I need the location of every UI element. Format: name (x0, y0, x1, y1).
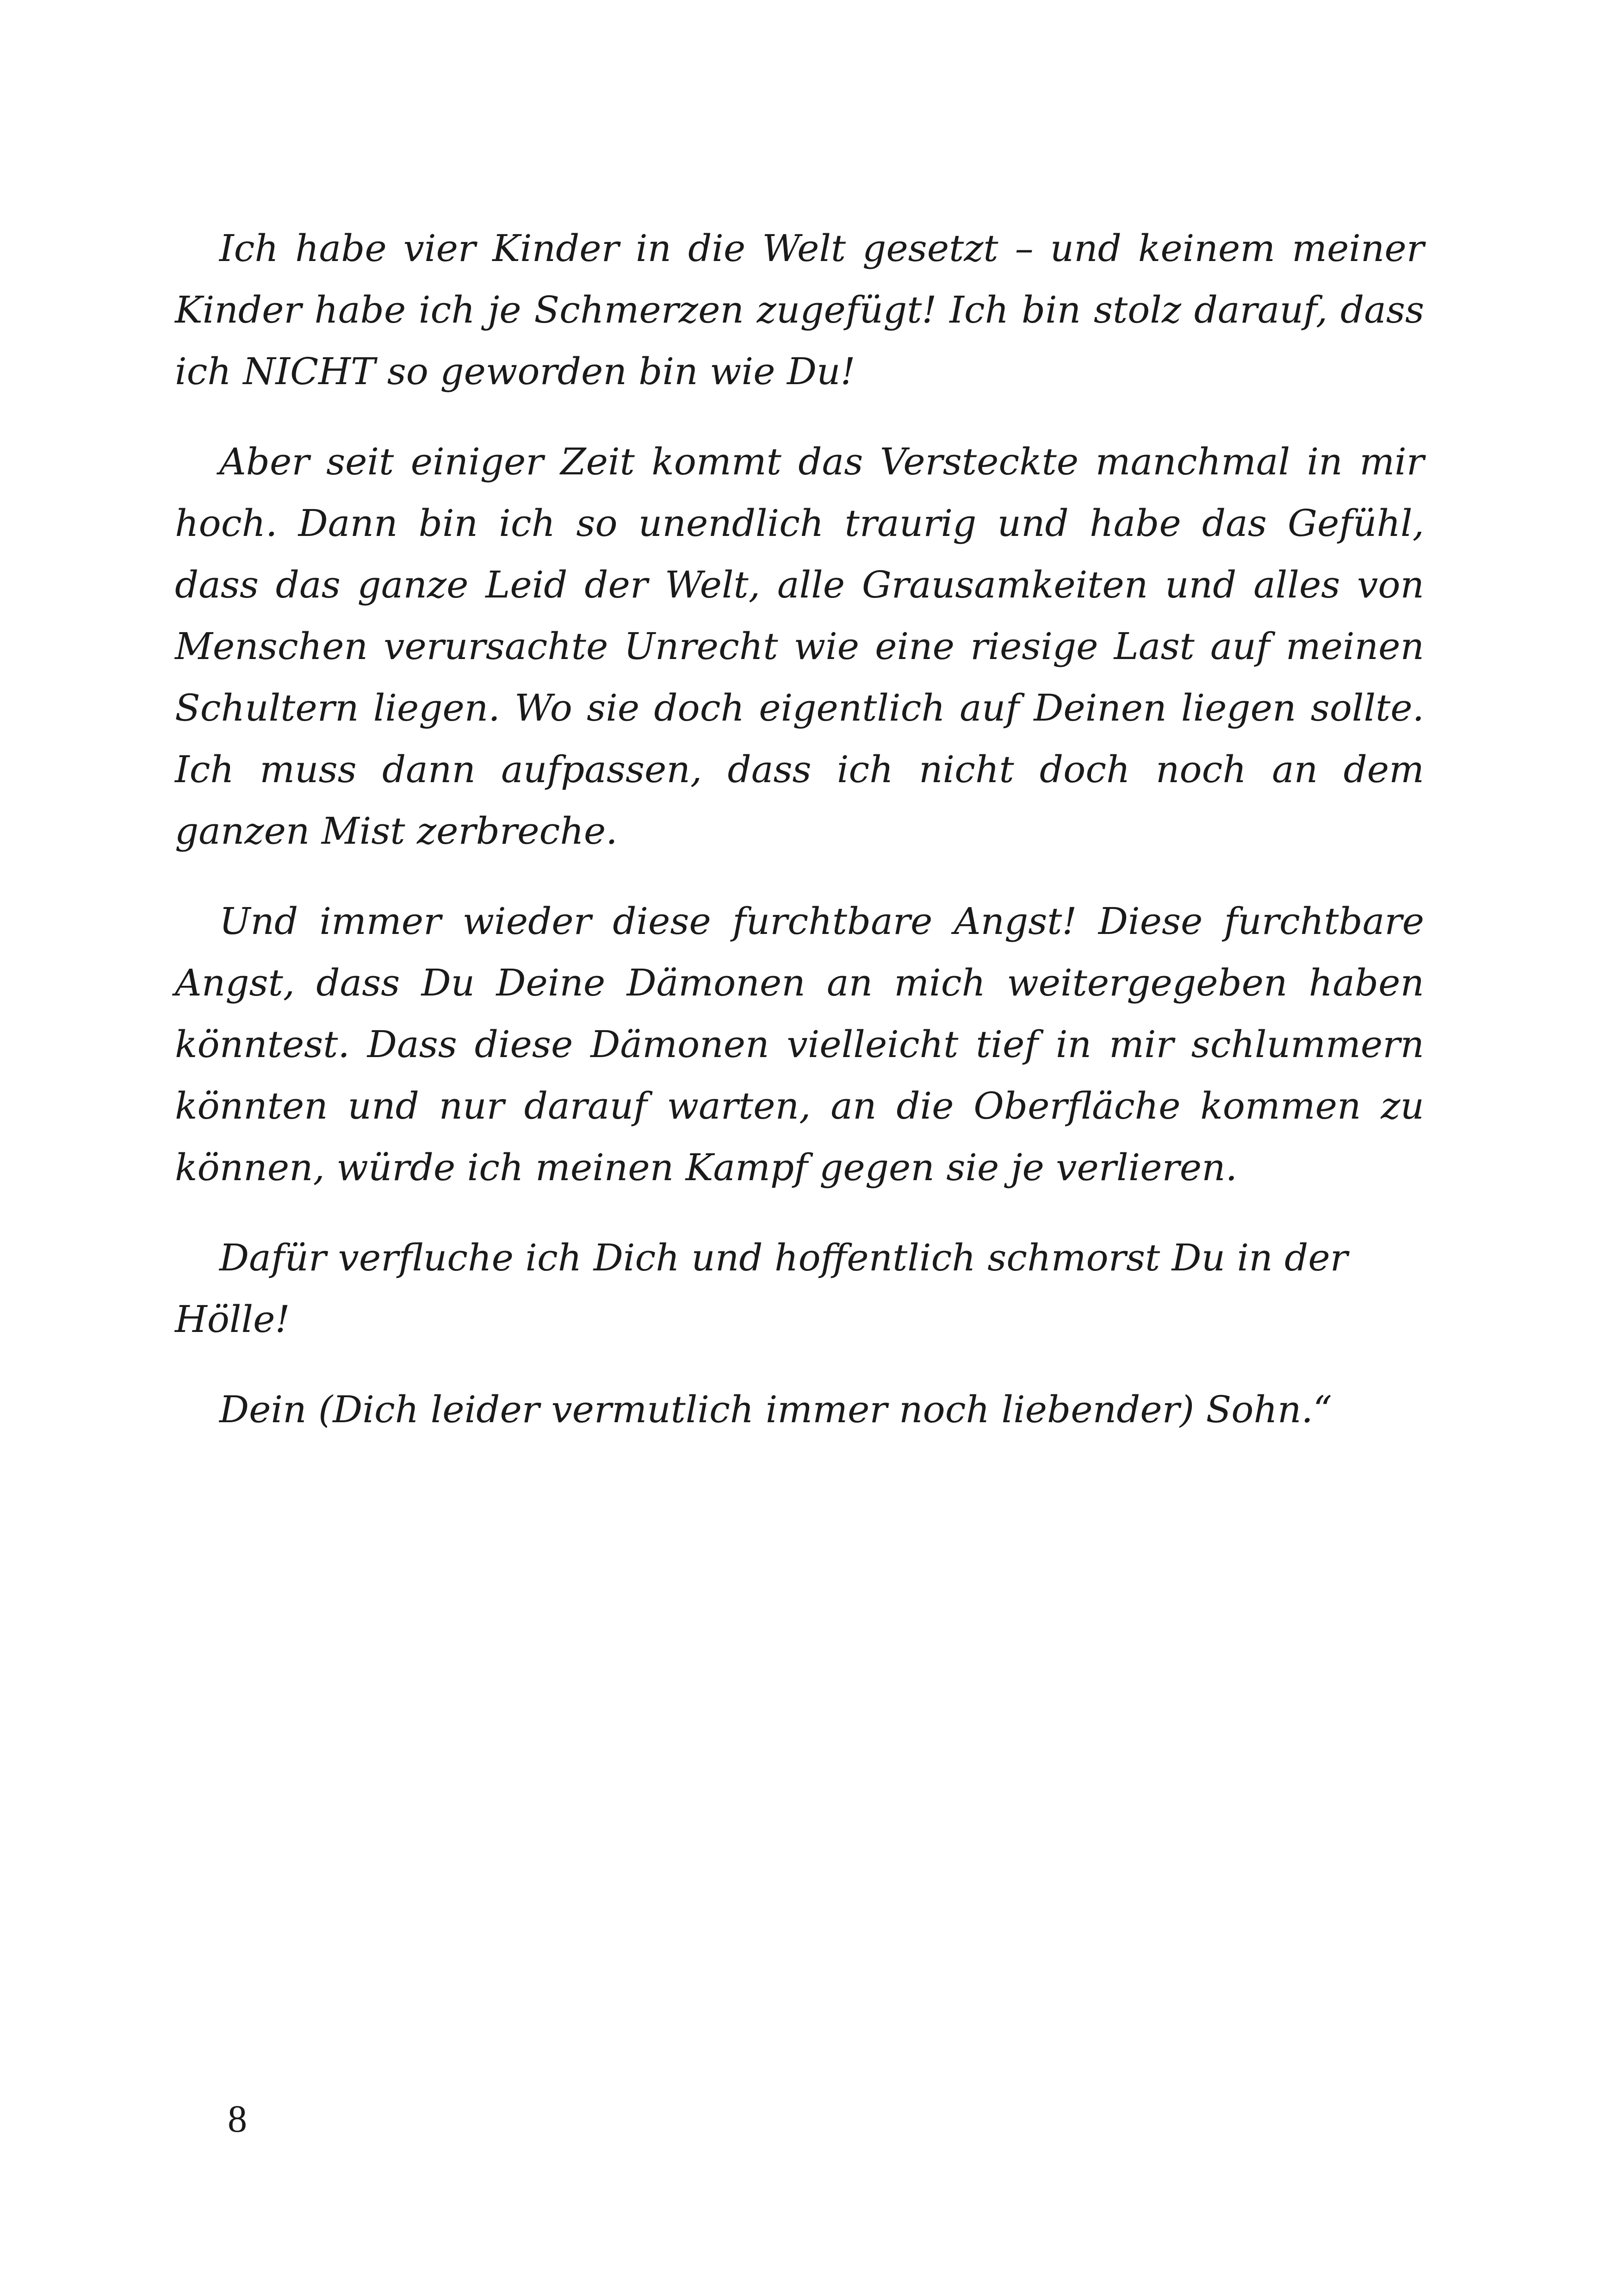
paragraph-2: Aber seit einiger Zeit kommt das Versteckte manchmal in mir hoch. Dann bin ich so unendlich traurig und habe das Gefühl, dass das ganze Leid der Welt, alle Grausamkeiten und alles von Menschen verursachte Unrecht wie eine riesige Last auf meinen Schultern liegen. Wo sie doch eigentlich auf Deinen liegen sollte. Ich muss dann aufpassen, dass ich nicht doch noch an dem ganzen Mist zerbreche. (175, 440, 1424, 852)
paragraph-4: Dafür verfluche ich Dich und hoffentlich schmorst Du in der Hölle! (175, 1236, 1348, 1341)
paragraph-5: Dein (Dich leider vermutlich immer noch liebender) Sohn.“ (219, 1388, 1332, 1431)
body-text (175, 218, 1424, 1440)
paragraph-1: Ich habe vier Kinder in die Welt gesetzt – und keinem meiner Kinder habe ich je Schmerzen zugefügt! Ich bin stolz darauf, dass ich NICHT so geworden bin wie Du! (175, 227, 1424, 393)
paragraph-3: Und immer wieder diese furchtbare Angst! Diese furchtbare Angst, dass Du Deine Dämonen an mich weitergegeben haben könntest. Dass diese Dämonen vielleicht tief in mir schlummern könnten und nur darauf warten, an die Oberfläche kommen zu können, würde ich meinen Kampf gegen sie je verlieren. (175, 900, 1424, 1189)
page-number: 8 (228, 2097, 247, 2140)
